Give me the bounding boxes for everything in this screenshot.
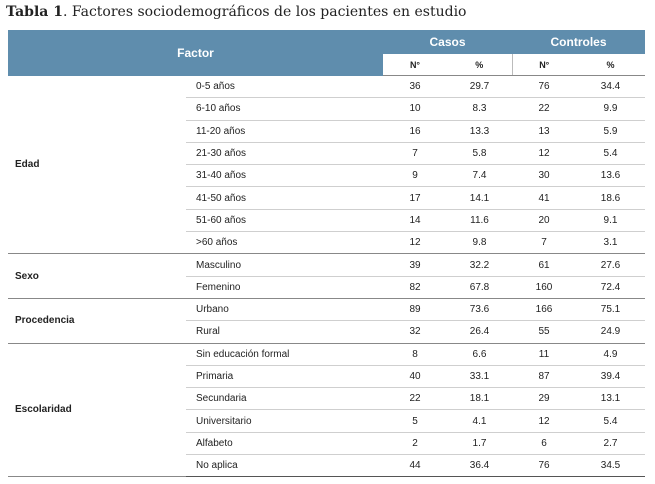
row-label: 6-10 años	[186, 98, 383, 120]
controles-pct-cell: 13.6	[576, 165, 645, 187]
controles-n-cell: 13	[512, 120, 576, 142]
casos-pct-cell: 5.8	[447, 142, 512, 164]
row-label: 51-60 años	[186, 209, 383, 231]
row-label: Femenino	[186, 276, 383, 298]
casos-n-cell: 36	[383, 76, 447, 98]
casos-n-cell: 7	[383, 142, 447, 164]
casos-n-cell: 2	[383, 432, 447, 454]
controles-n-cell: 12	[512, 142, 576, 164]
casos-pct-cell: 9.8	[447, 232, 512, 254]
casos-pct-cell: 8.3	[447, 98, 512, 120]
casos-pct-cell: 18.1	[447, 388, 512, 410]
casos-pct-cell: 67.8	[447, 276, 512, 298]
casos-pct-cell: 36.4	[447, 455, 512, 477]
row-label: 0-5 años	[186, 76, 383, 98]
controles-n-cell: 7	[512, 232, 576, 254]
caption-label: Tabla 1	[6, 4, 63, 20]
group-label: Escolaridad	[8, 343, 186, 477]
controles-pct-cell: 39.4	[576, 365, 645, 387]
controles-n-cell: 20	[512, 209, 576, 231]
table-caption	[6, 4, 466, 20]
casos-n-cell: 12	[383, 232, 447, 254]
header-controles-pct: %	[576, 54, 645, 76]
controles-pct-cell: 18.6	[576, 187, 645, 209]
controles-n-cell: 166	[512, 298, 576, 320]
casos-pct-cell: 73.6	[447, 298, 512, 320]
controles-n-cell: 11	[512, 343, 576, 365]
header-casos-pct: %	[447, 54, 512, 76]
controles-n-cell: 61	[512, 254, 576, 276]
controles-n-cell: 76	[512, 76, 576, 98]
table-body	[8, 76, 645, 477]
header-casos-n: N°	[383, 54, 447, 76]
casos-n-cell: 44	[383, 455, 447, 477]
controles-pct-cell: 9.1	[576, 209, 645, 231]
table-row	[8, 343, 645, 365]
group-label: Edad	[8, 76, 186, 254]
casos-n-cell: 40	[383, 365, 447, 387]
controles-pct-cell: 5.4	[576, 410, 645, 432]
controles-pct-cell: 5.4	[576, 142, 645, 164]
row-label: Primaria	[186, 365, 383, 387]
row-label: Urbano	[186, 298, 383, 320]
controles-n-cell: 87	[512, 365, 576, 387]
casos-pct-cell: 26.4	[447, 321, 512, 343]
header-factor: Factor	[8, 30, 383, 76]
controles-pct-cell: 27.6	[576, 254, 645, 276]
casos-pct-cell: 4.1	[447, 410, 512, 432]
casos-n-cell: 14	[383, 209, 447, 231]
casos-n-cell: 10	[383, 98, 447, 120]
controles-pct-cell: 75.1	[576, 298, 645, 320]
row-label: Sin educación formal	[186, 343, 383, 365]
casos-n-cell: 89	[383, 298, 447, 320]
sociodemographic-table	[8, 30, 645, 477]
casos-pct-cell: 7.4	[447, 165, 512, 187]
group-label: Procedencia	[8, 298, 186, 343]
controles-pct-cell: 2.7	[576, 432, 645, 454]
casos-pct-cell: 6.6	[447, 343, 512, 365]
casos-pct-cell: 1.7	[447, 432, 512, 454]
controles-pct-cell: 13.1	[576, 388, 645, 410]
casos-pct-cell: 11.6	[447, 209, 512, 231]
row-label: Secundaria	[186, 388, 383, 410]
controles-pct-cell: 3.1	[576, 232, 645, 254]
casos-n-cell: 32	[383, 321, 447, 343]
casos-pct-cell: 33.1	[447, 365, 512, 387]
controles-pct-cell: 5.9	[576, 120, 645, 142]
controles-pct-cell: 4.9	[576, 343, 645, 365]
controles-pct-cell: 24.9	[576, 321, 645, 343]
casos-n-cell: 17	[383, 187, 447, 209]
row-label: Alfabeto	[186, 432, 383, 454]
casos-pct-cell: 32.2	[447, 254, 512, 276]
row-label: 11-20 años	[186, 120, 383, 142]
row-label: No aplica	[186, 455, 383, 477]
casos-pct-cell: 29.7	[447, 76, 512, 98]
casos-n-cell: 5	[383, 410, 447, 432]
casos-pct-cell: 14.1	[447, 187, 512, 209]
row-label: 21-30 años	[186, 142, 383, 164]
row-label: Universitario	[186, 410, 383, 432]
casos-n-cell: 39	[383, 254, 447, 276]
controles-n-cell: 160	[512, 276, 576, 298]
group-label: Sexo	[8, 254, 186, 299]
controles-pct-cell: 9.9	[576, 98, 645, 120]
row-label: >60 años	[186, 232, 383, 254]
row-label: Rural	[186, 321, 383, 343]
controles-n-cell: 22	[512, 98, 576, 120]
controles-n-cell: 29	[512, 388, 576, 410]
controles-n-cell: 30	[512, 165, 576, 187]
header-controles: Controles	[512, 30, 645, 54]
controles-pct-cell: 34.4	[576, 76, 645, 98]
casos-n-cell: 82	[383, 276, 447, 298]
controles-n-cell: 6	[512, 432, 576, 454]
controles-n-cell: 12	[512, 410, 576, 432]
table-row	[8, 76, 645, 98]
caption-text: . Factores sociodemográficos de los pacientes en estudio	[62, 4, 467, 20]
header-casos: Casos	[383, 30, 512, 54]
casos-n-cell: 9	[383, 165, 447, 187]
controles-n-cell: 76	[512, 455, 576, 477]
table-row	[8, 254, 645, 276]
row-label: Masculino	[186, 254, 383, 276]
header-row-groups	[8, 30, 645, 54]
controles-n-cell: 55	[512, 321, 576, 343]
row-label: 31-40 años	[186, 165, 383, 187]
casos-n-cell: 8	[383, 343, 447, 365]
controles-pct-cell: 72.4	[576, 276, 645, 298]
casos-pct-cell: 13.3	[447, 120, 512, 142]
row-label: 41-50 años	[186, 187, 383, 209]
casos-n-cell: 16	[383, 120, 447, 142]
controles-pct-cell: 34.5	[576, 455, 645, 477]
controles-n-cell: 41	[512, 187, 576, 209]
header-controles-n: N°	[512, 54, 576, 76]
casos-n-cell: 22	[383, 388, 447, 410]
table-row	[8, 298, 645, 320]
